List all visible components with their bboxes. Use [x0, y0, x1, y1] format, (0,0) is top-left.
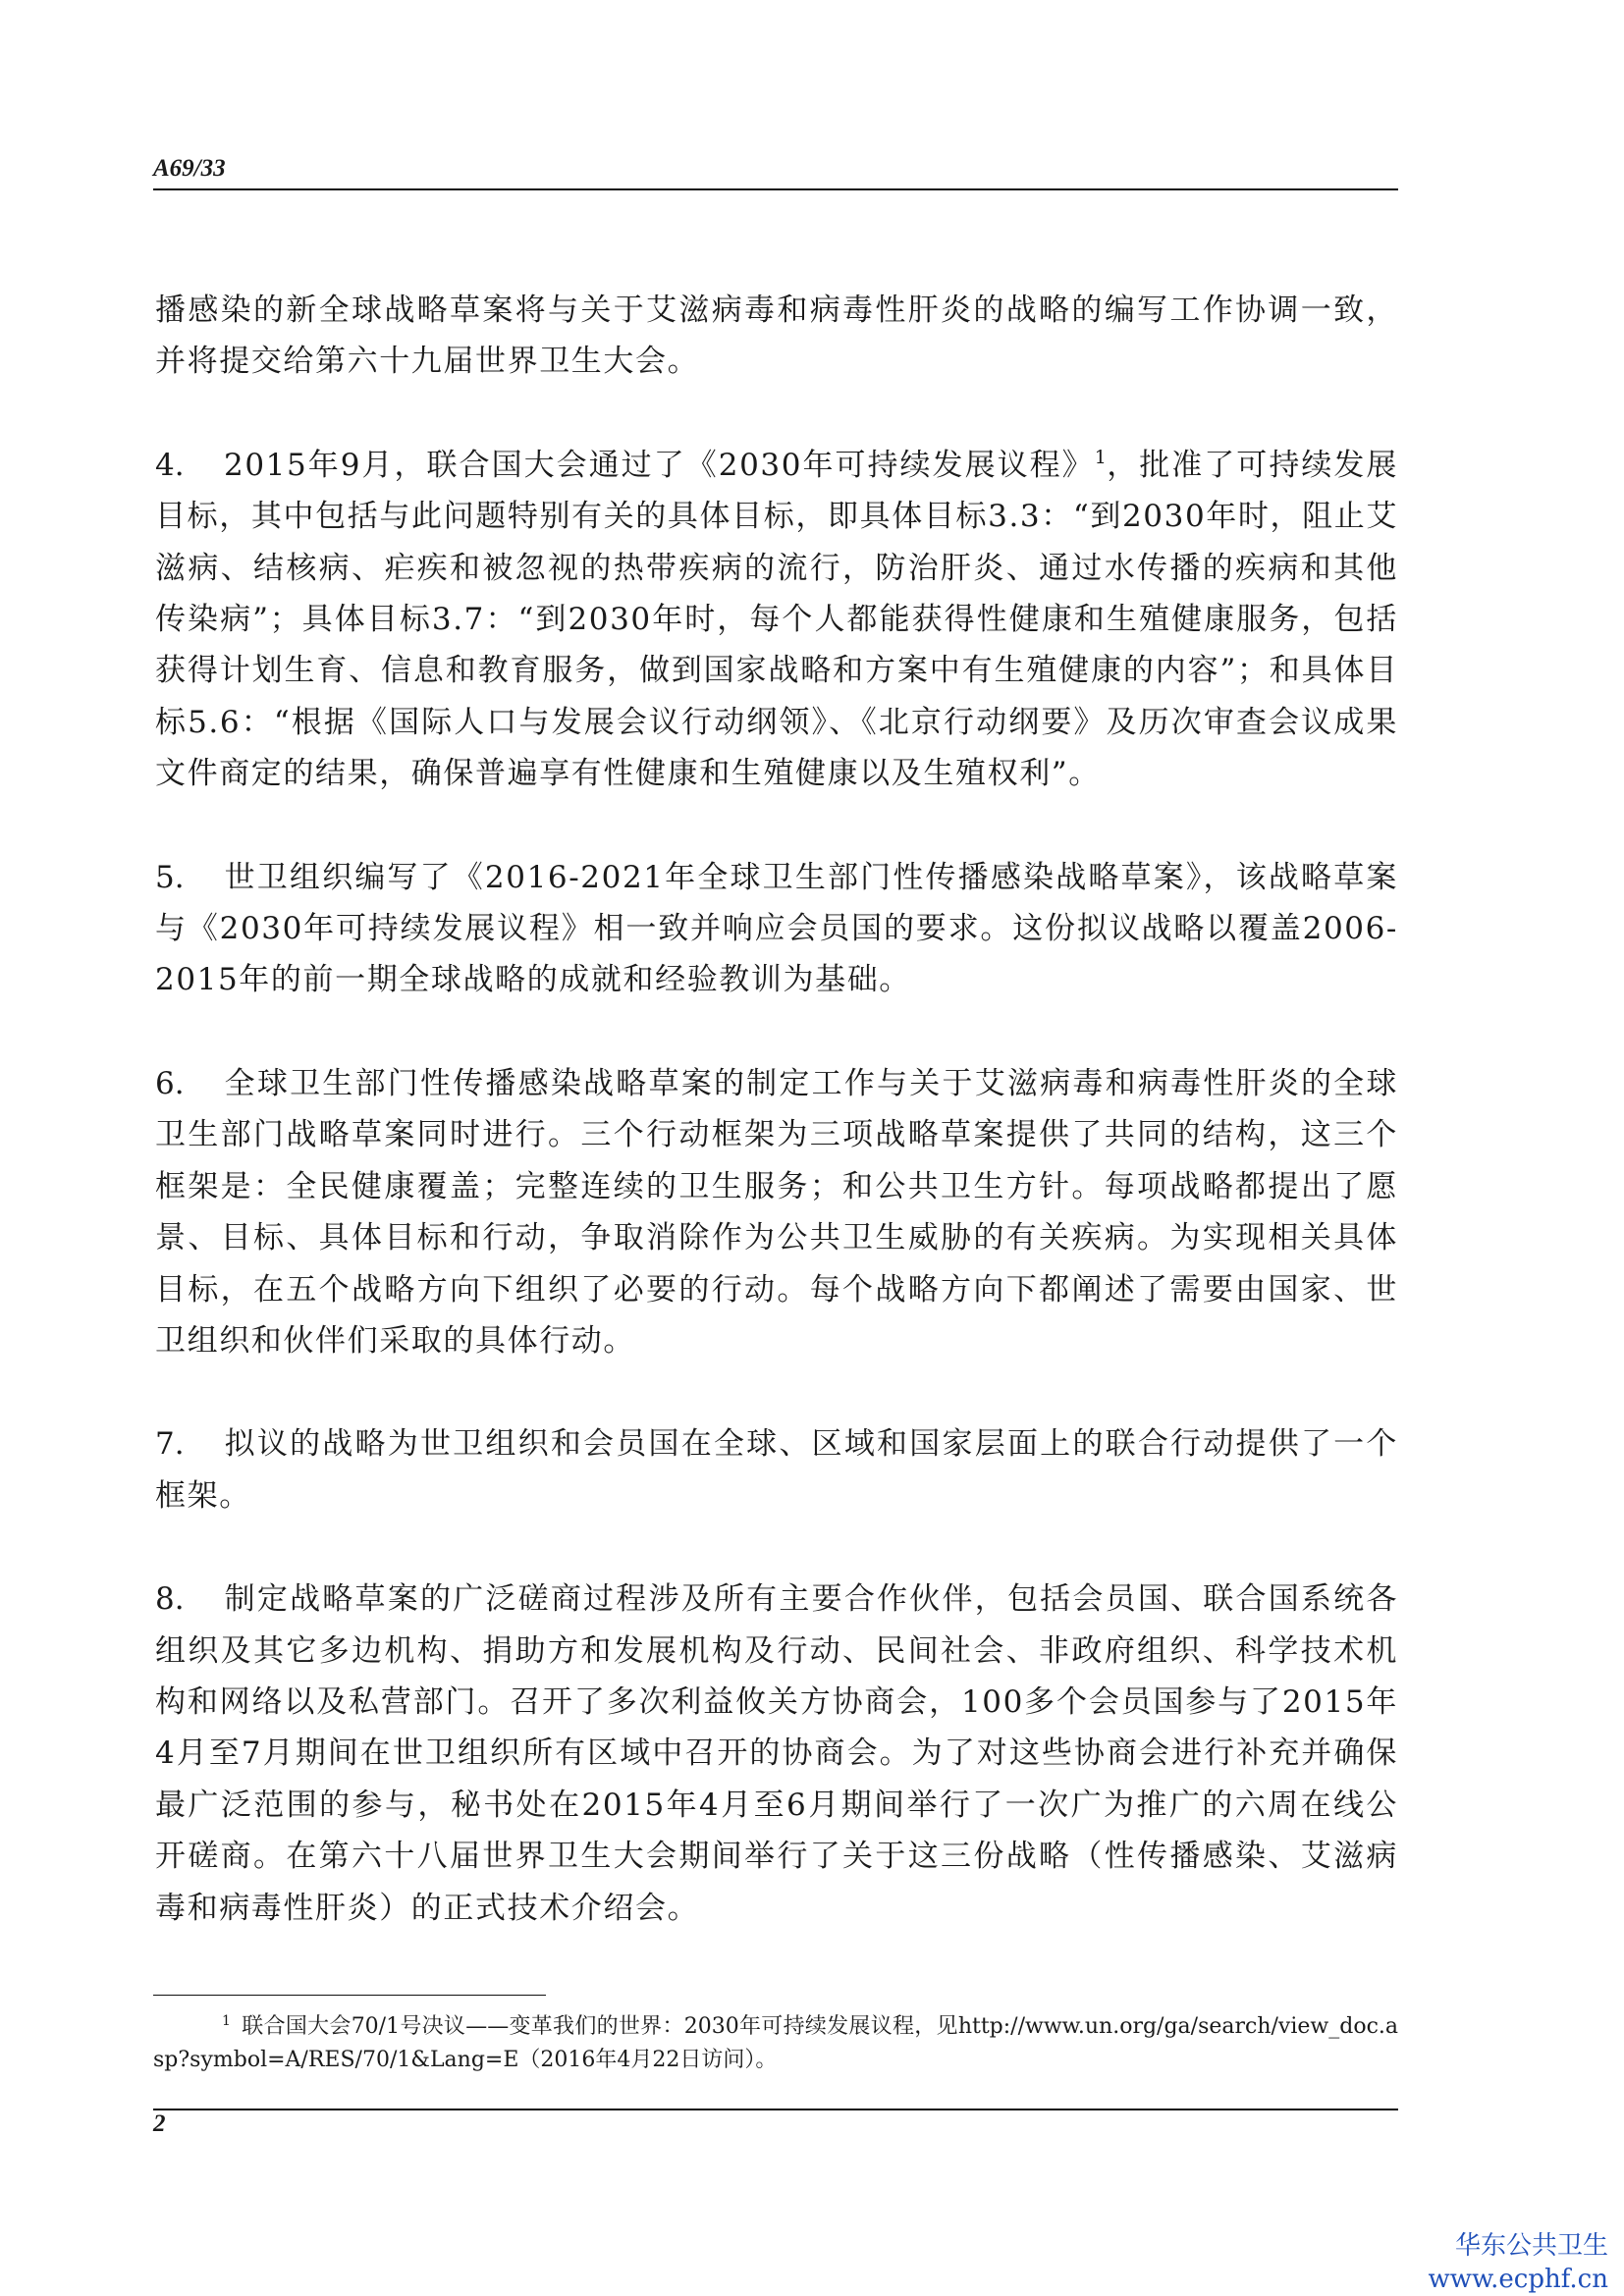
footnote-text: 联合国大会70/1号决议——变革我们的世界：2030年可持续发展议程，见http://www.un.org/ga/search/view_doc.asp?symbol=A/RES/70/1&Lang=E（2016年4月22日访问）。 [153, 2014, 1398, 2072]
paragraph-number: 7. [155, 1426, 185, 1463]
footnote-separator [153, 1995, 546, 1996]
page-number: 2 [153, 2110, 166, 2137]
footnote-reference: 1 [1094, 446, 1107, 468]
document-body [155, 285, 1398, 1986]
site-watermark [1428, 2229, 1608, 2296]
paragraph-7 [155, 1418, 1398, 1522]
watermark-url: www.ecphf.cn [1428, 2265, 1608, 2294]
footnote: 1 联合国大会70/1号决议——变革我们的世界：2030年可持续发展议程，见http://www.un.org/ga/search/view_doc.asp?symbol=A/RES/70/1&Lang=E（2016年4月22日访问）。 [153, 2013, 1398, 2072]
paragraph-text: 播感染的新全球战略草案将与关于艾滋病毒和病毒性肝炎的战略的编写工作协调一致，并将提交给第六十九届世界卫生大会。 [155, 293, 1398, 380]
paragraph-8 [155, 1574, 1398, 1934]
header-rule [153, 188, 1398, 190]
paragraph-text: 制定战略草案的广泛磋商过程涉及所有主要合作伙伴，包括会员国、联合国系统各组织及其它多边机构、捐助方和发展机构及行动、民间社会、非政府组织、科学技术机构和网络以及私营部门。召开了多次利益攸关方协商会，100多个会员国参与了2015年4月至7月期间在世卫组织所有区域中召开的协商会。为了对这些协商会进行补充并确保最广泛范围的参与，秘书处在2015年4月至6月期间举行了一次广为推广的六周在线公开磋商。在第六十八届世界卫生大会期间举行了关于这三份战略（性传播感染、艾滋病毒和病毒性肝炎）的正式技术介绍会。 [155, 1581, 1398, 1926]
paragraph-text: 世卫组织编写了《2016-2021年全球卫生部门性传播感染战略草案》，该战略草案与《2030年可持续发展议程》相一致并响应会员国的要求。这份拟议战略以覆盖2006-2015年的前一期全球战略的成就和经验教训为基础。 [155, 859, 1398, 998]
paragraph-number: 4. [155, 447, 185, 483]
watermark-title: 华东公共卫生 [1454, 2231, 1608, 2261]
paragraph-6 [155, 1058, 1398, 1366]
paragraph-text: 全球卫生部门性传播感染战略草案的制定工作与关于艾滋病毒和病毒性肝炎的全球卫生部门战略草案同时进行。三个行动框架为三项战略草案提供了共同的结构，这三个框架是：全民健康覆盖；完整连续的卫生服务；和公共卫生方针。每项战略都提出了愿景、目标、具体目标和行动，争取消除作为公共卫生威胁的有关疾病。为实现相关具体目标，在五个战略方向下组织了必要的行动。每个战略方向下都阐述了需要由国家、世卫组织和伙伴们采取的具体行动。 [155, 1065, 1398, 1359]
footer-rule [153, 2109, 1398, 2110]
paragraph-5 [155, 852, 1398, 1006]
paragraph-number: 6. [155, 1065, 185, 1101]
paragraph-text: 2015年9月，联合国大会通过了《2030年可持续发展议程》 [224, 447, 1095, 483]
paragraph-text: ，批准了可持续发展目标，其中包括与此问题特别有关的具体目标，即具体目标3.3：“到2030年时，阻止艾滋病、结核病、疟疾和被忽视的热带疾病的流行，防治肝炎、通过水传播的疾病和其他传染病”；具体目标3.7：“到2030年时，每个人都能获得性健康和生殖健康服务，包括获得计划生育、信息和教育服务，做到国家战略和方案中有生殖健康的内容”；和具体目标5.6：“根据《国际人口与发展会议行动纲领》、《北京行动纲要》及历次审查会议成果文件商定的结果，确保普遍享有性健康和生殖健康以及生殖权利”。 [155, 447, 1398, 792]
paragraph-4 [155, 440, 1398, 800]
paragraph-number: 5. [155, 859, 185, 895]
document-code: A69/33 [153, 155, 226, 182]
paragraph-number: 8. [155, 1581, 185, 1618]
paragraph-continued [155, 285, 1398, 388]
paragraph-text: 拟议的战略为世卫组织和会员国在全球、区域和国家层面上的联合行动提供了一个框架。 [155, 1426, 1398, 1514]
